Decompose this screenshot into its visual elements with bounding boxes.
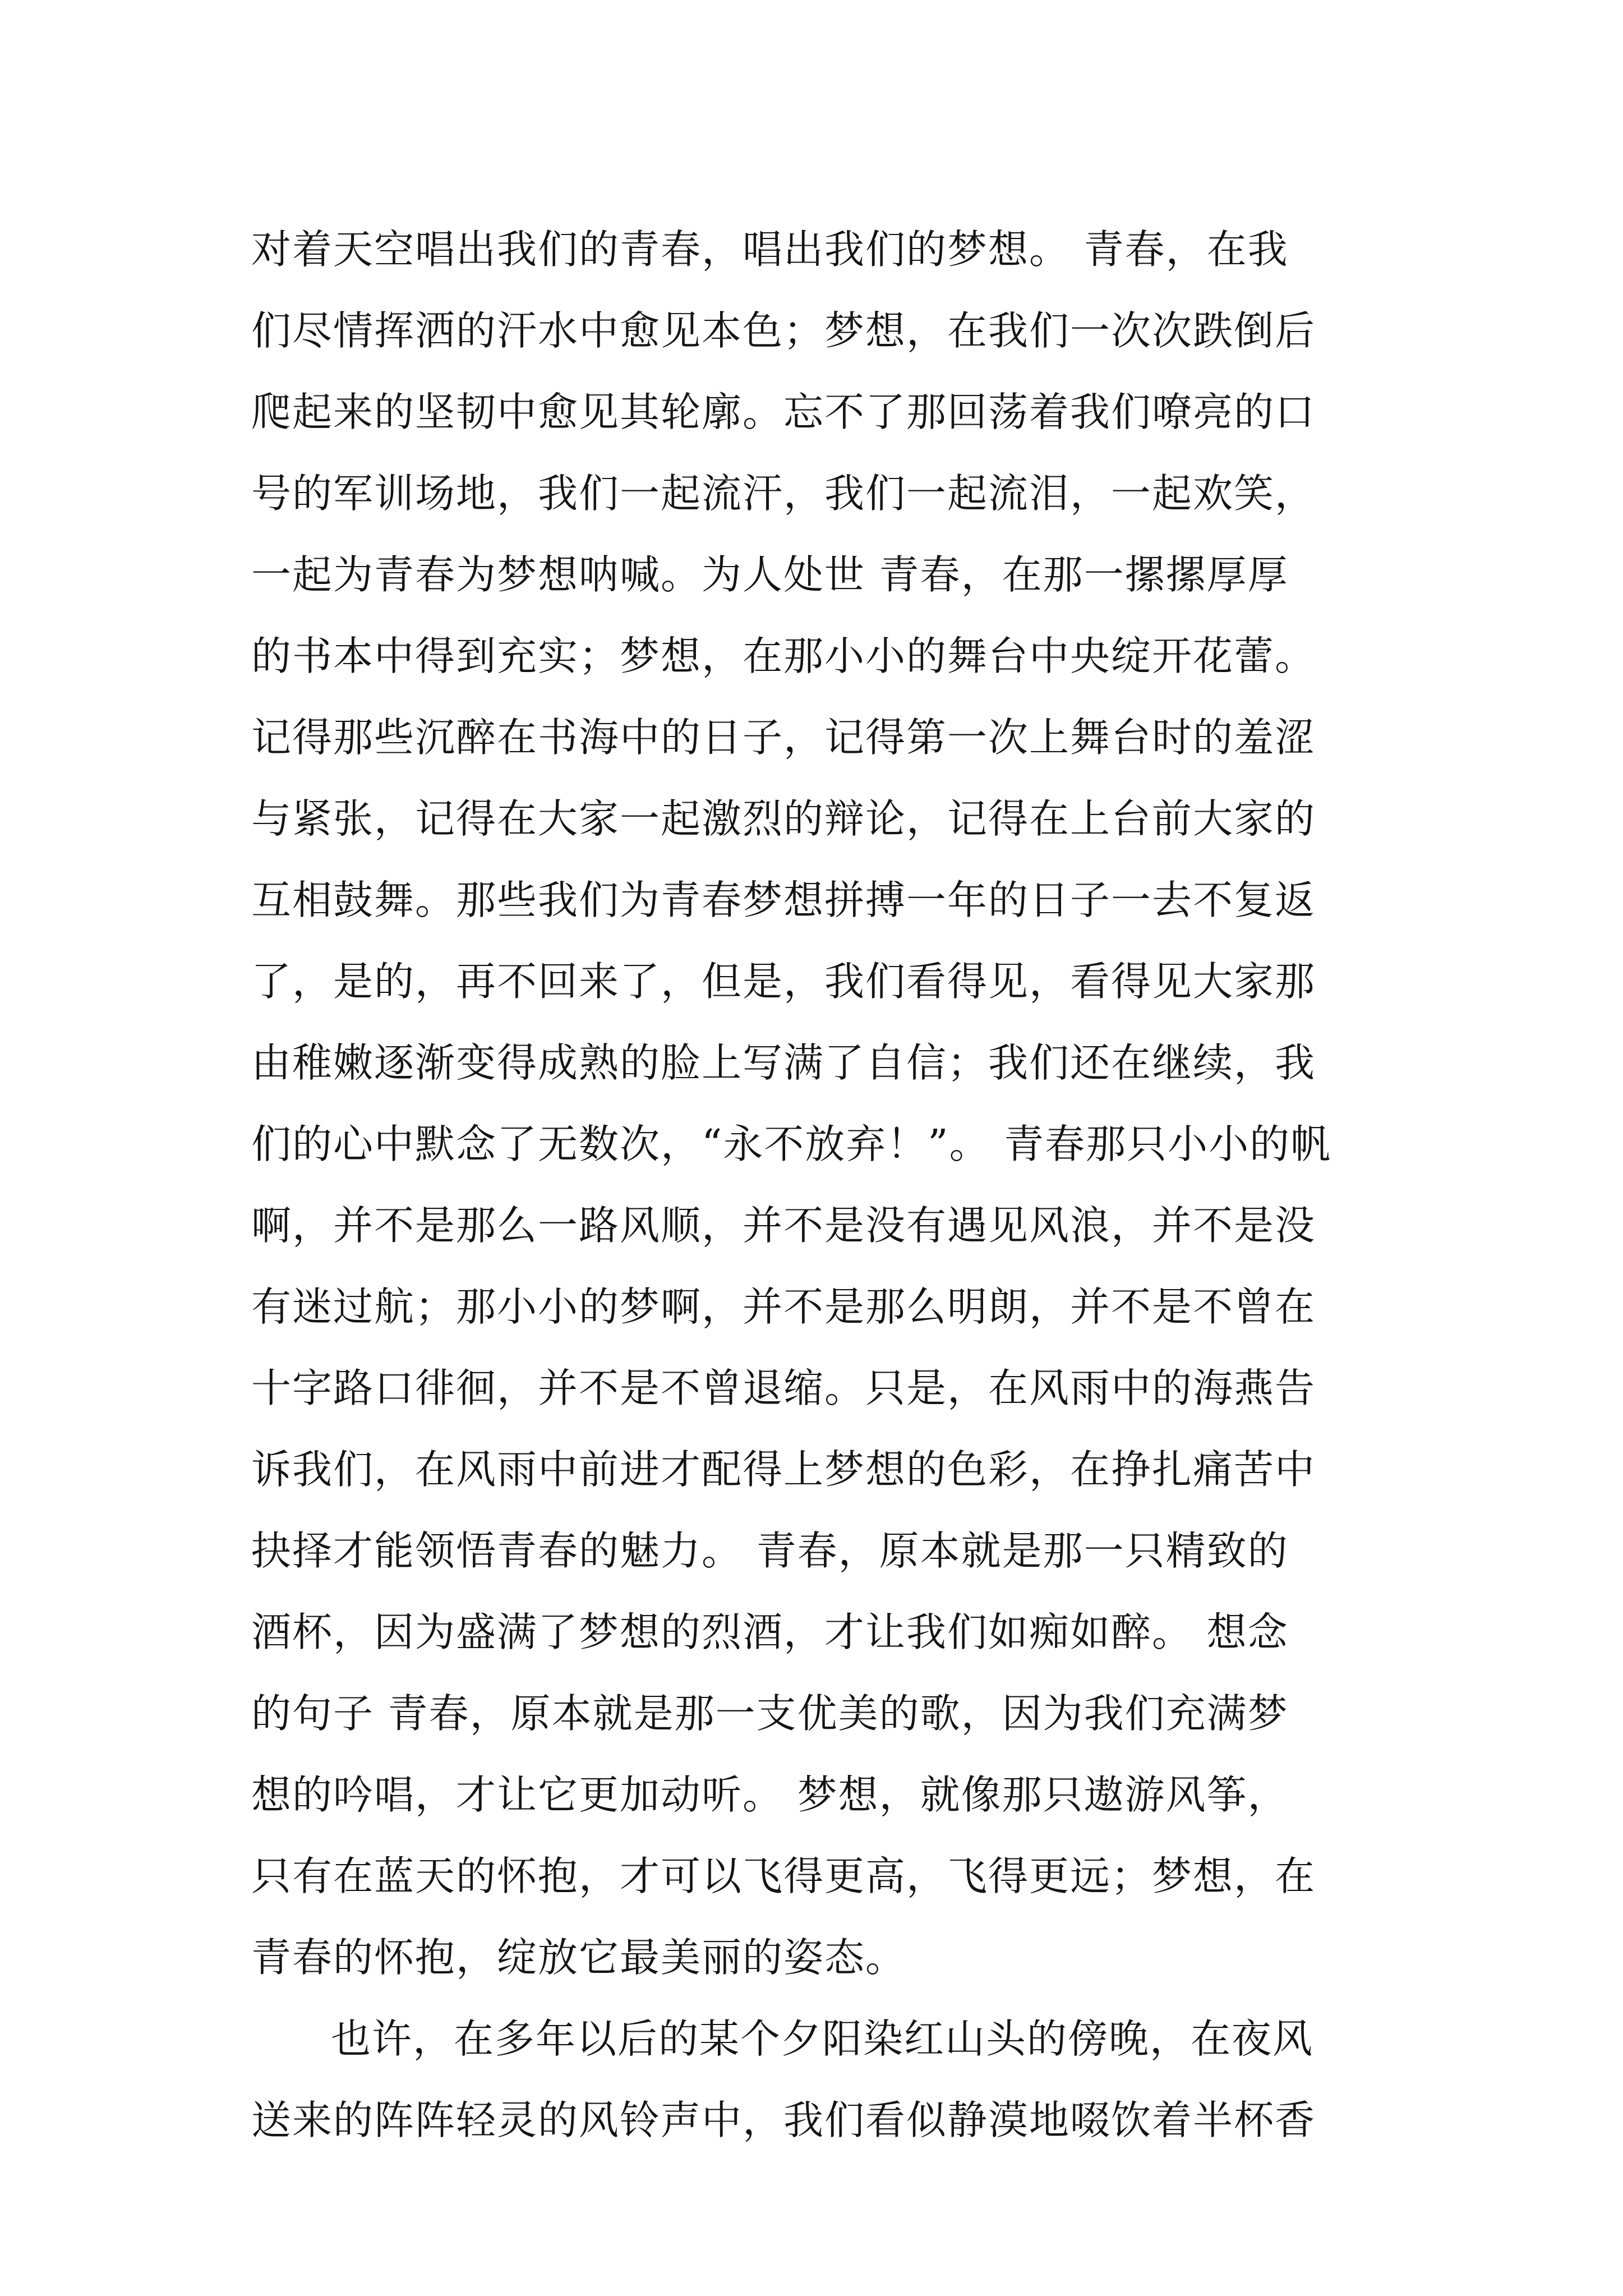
text-line: 送来的阵阵轻灵的风铃声中，我们看似静漠地啜饮着半杯香 [251, 2097, 1316, 2143]
text-line: 由稚嫩逐渐变得成熟的脸上写满了自信；我们还在继续，我 [251, 1039, 1316, 1086]
text-line: 们的心中默念了无数次，“永不放弃！”。 青春那只小小的帆 [251, 1121, 1332, 1167]
text-line-indented: 也许，在多年以后的某个夕阳染红山头的傍晚，在夜风 [331, 2016, 1314, 2062]
text-line: 的句子 青春，原本就是那一支优美的歌，因为我们充满梦 [251, 1690, 1289, 1737]
body-text [251, 209, 1395, 2161]
text-line: 想的吟唱，才让它更加动听。 梦想，就像那只遨游风筝， [251, 1772, 1289, 1818]
text-line: 只有在蓝天的怀抱，才可以飞得更高，飞得更远；梦想，在 [251, 1853, 1316, 1899]
text-line: 与紧张，记得在大家一起激烈的辩论，记得在上台前大家的 [251, 795, 1316, 842]
text-line: 了，是的，再不回来了，但是，我们看得见，看得见大家那 [251, 958, 1316, 1005]
text-line: 爬起来的坚韧中愈见其轮廓。忘不了那回荡着我们嘹亮的口 [251, 389, 1316, 435]
text-line: 酒杯，因为盛满了梦想的烈酒，才让我们如痴如醉。 想念 [251, 1609, 1289, 1655]
text-line: 啊，并不是那么一路风顺，并不是没有遇见风浪，并不是没 [251, 1202, 1316, 1249]
text-line: 十字路口徘徊，并不是不曾退缩。只是，在风雨中的海燕告 [251, 1365, 1316, 1411]
text-line: 记得那些沉醉在书海中的日子，记得第一次上舞台时的羞涩 [251, 714, 1316, 761]
text-line: 们尽情挥洒的汗水中愈见本色；梦想，在我们一次次跌倒后 [251, 307, 1316, 354]
text-line: 青春的怀抱，绽放它最美丽的姿态。 [251, 1934, 907, 1981]
text-line: 抉择才能领悟青春的魅力。 青春，原本就是那一只精致的 [251, 1527, 1289, 1574]
text-line: 互相鼓舞。那些我们为青春梦想拼搏一年的日子一去不复返 [251, 877, 1316, 923]
text-line: 的书本中得到充实；梦想，在那小小的舞台中央绽开花蕾。 [251, 633, 1316, 679]
text-line: 一起为青春为梦想呐喊。为人处世 青春，在那一摞摞厚厚 [251, 551, 1289, 598]
text-line: 号的军训场地，我们一起流汗，我们一起流泪，一起欢笑， [251, 470, 1316, 517]
text-line: 对着天空唱出我们的青春，唱出我们的梦想。 青春，在我 [251, 226, 1289, 273]
text-line: 诉我们，在风雨中前进才配得上梦想的色彩，在挣扎痛苦中 [251, 1446, 1316, 1493]
text-line: 有迷过航；那小小的梦啊，并不是那么明朗，并不是不曾在 [251, 1283, 1316, 1330]
